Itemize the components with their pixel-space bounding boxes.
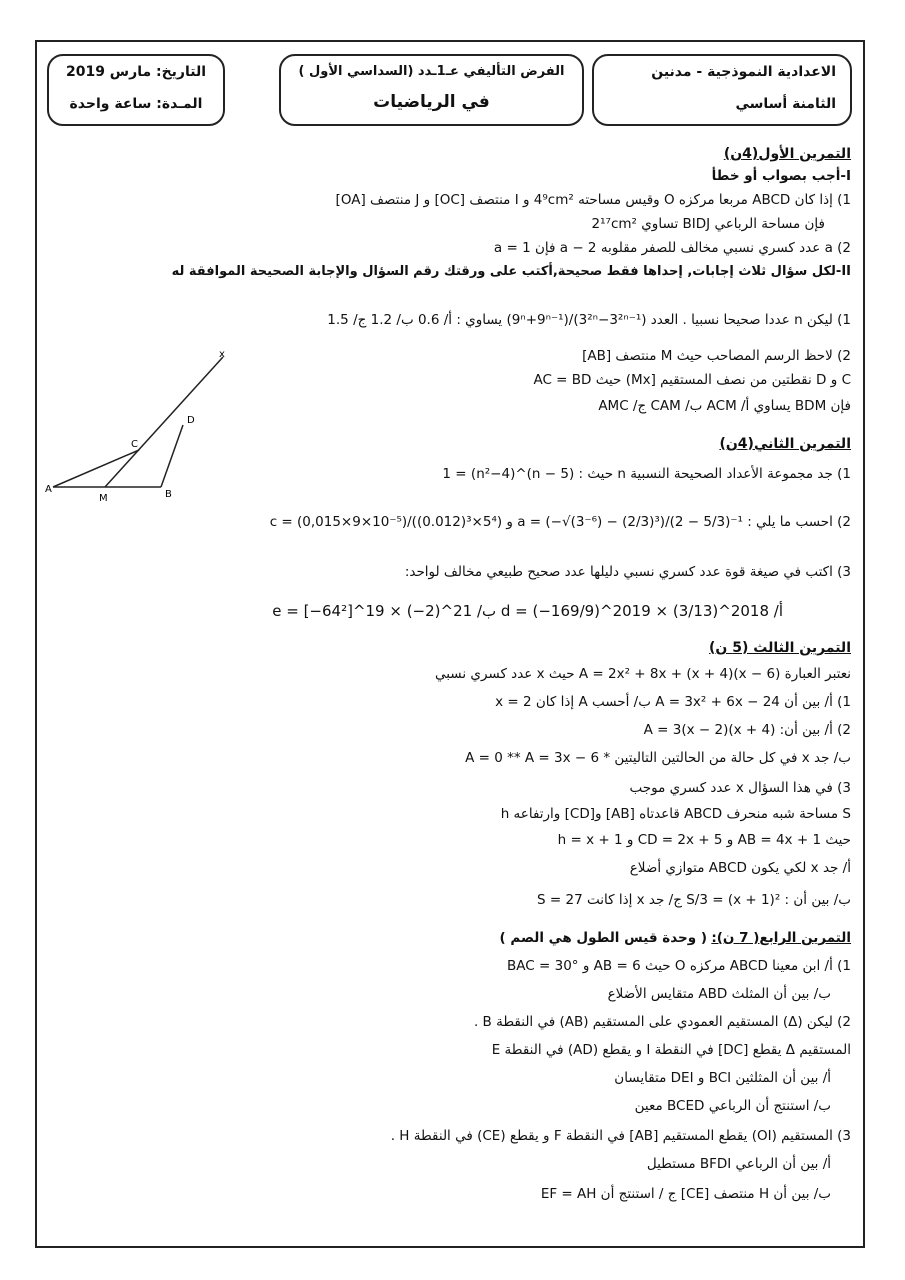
ex4-q1b: ب/ بين أن المثلث ABD متقايس الأضلاع: [607, 986, 831, 1002]
ex1-ii-q2-line3: فإن BDM يساوي أ/ ACM ب/ CAM ج/ AMC: [598, 398, 851, 414]
label-c: C: [131, 439, 138, 450]
ex3-intro: نعتبر العبارة A = 2x² + 8x + (x + 4)(x − 6) حيث x عدد كسري نسبي: [434, 666, 851, 682]
label-d: D: [187, 415, 195, 426]
ex1-part2-title: II-لكل سؤال ثلاث إجابات, إحداها فقط صحيحة,أكتب على ورقتك رقم السؤال والإجابة الصحيحة الموافقة له: [171, 264, 851, 279]
half-line-mx: [105, 357, 223, 487]
geometry-figure: [43, 347, 233, 507]
ex3-q1: 1) أ/ بين أن A = 3x² + 6x − 24 ب/ أحسب A إذا كان x = 2: [495, 694, 851, 710]
header-title-box: [279, 54, 584, 126]
ex4-q2-line2: المستقيم Δ يقطع [DC] في النقطة I و يقطع (AD) في النقطة E: [491, 1042, 851, 1058]
ex3-q2a: 2) أ/ بين أن: A = 3(x − 2)(x + 4): [643, 722, 851, 738]
ex4-q3b: ب/ بين أن H منتصف [CE] ج / استنتج أن EF = AH: [540, 1186, 831, 1202]
ex3-q3b: ب/ بين أن : S/3 = (x + 1)² ج/ جد x إذا كانت S = 27: [537, 892, 851, 908]
header-subject: في الرياضيات: [373, 92, 490, 112]
ex1-part1-title: I-أجب بصواب أو خطأ: [711, 168, 851, 184]
header-duration: المـدة: ساعة واحدة: [69, 96, 203, 112]
ex2-q3-expr: أ/ d = (−169/9)^2019 × (3/13)^2018 ب/ e = [−64²]^19 × (−2)^21: [272, 602, 783, 620]
ex3-q3-s: S مساحة شبه منحرف ABCD قاعدتاه [AB] و[CD] وارتفاعه h: [500, 806, 851, 822]
header-school-box: [592, 54, 852, 126]
ex1-ii-q2-line2: C و D نقطتين من نصف المستقيم [Mx) حيث AC = BD: [533, 372, 851, 388]
ex3-q3a: أ/ جد x لكي يكون ABCD متوازي أضلاع: [629, 860, 851, 876]
label-m: M: [99, 493, 108, 504]
ex4-title-row: [500, 930, 851, 946]
header-date-box: [47, 54, 225, 126]
ex4-q3: 3) المستقيم (OI) يقطع المستقيم [AB] في النقطة F و يقطع (CE) في النقطة H .: [390, 1128, 851, 1144]
exam-sheet: [35, 40, 865, 1248]
ex3-q3: 3) في هذا السؤال x عدد كسري موجب: [629, 780, 851, 796]
label-b: B: [165, 489, 172, 500]
header-exam: الفرض التأليفي عـ1ـدد (السداسي الأول ): [298, 64, 565, 79]
ex1-q2: 2) a عدد كسري نسبي مخالف للصفر مقلوبه a − 2 فإن a = 1: [493, 240, 851, 256]
ex4-title-note: ( وحدة قيس الطول هي الصم ): [499, 930, 708, 946]
ex4-q2b: ب/ استنتج أن الرباعي BCED معين: [634, 1098, 831, 1114]
ex2-q1: 1) جد مجموعة الأعداد الصحيحة النسبية n حيث : (n − 5)^(n²−4) = 1: [442, 466, 851, 482]
ex2-q2: 2) احسب ما يلي : a = (−√(3⁻⁶) − (2/3)³)/(2 − 5/3)⁻¹ و c = (0,015×9×10⁻⁵)/((0.012)³×5⁴): [269, 514, 851, 530]
ex2-q3: 3) اكتب في صيغة قوة عدد كسري نسبي دليلها عدد صحيح طبيعي مخالف لواحد:: [404, 564, 851, 580]
header-grade: الثامنة أساسي: [735, 96, 836, 112]
ex1-ii-q1: 1) ليكن n عددا صحيحا نسبيا . العدد (3²ⁿ−3²ⁿ⁻¹)/(9ⁿ+9ⁿ⁻¹) يساوي : أ/ 0.6 ب/ 1.2 ج/ 1.5: [327, 312, 851, 328]
ex1-q1-line1: 1) إذا كان ABCD مربعا مركزه O وقيس مساحته 4⁹cm² و I منتصف [OC] و J منتصف [OA]: [335, 192, 851, 208]
ex4-q1: 1) أ/ ابن معينا ABCD مركزه O حيث AB = 6 و BAC = 30°: [507, 958, 851, 974]
ex1-ii-q2-line1: 2) لاحظ الرسم المصاحب حيث M منتصف [AB]: [582, 348, 851, 364]
ex3-q2b: ب/ جد x في كل حالة من الحالتين التاليتين * A = 0 ** A = 3x − 6: [465, 750, 851, 766]
ex2-title: التمرين الثاني(4ن): [719, 436, 851, 452]
ex3-q3-where: حيث AB = 4x + 1 و CD = 2x + 5 و h = x + 1: [557, 832, 851, 848]
label-x: x: [219, 349, 225, 360]
header-date: التاريخ: مارس 2019: [65, 64, 207, 80]
segment-bd: [161, 425, 183, 487]
label-a: A: [45, 484, 52, 495]
segment-ac: [53, 450, 139, 487]
ex4-q3a: أ/ بين أن الرباعي BFDI مستطيل: [646, 1156, 831, 1172]
ex3-title: التمرين الثالث (5 ن): [709, 640, 851, 656]
ex1-title: التمرين الأول(4ن): [723, 146, 851, 162]
ex4-q2a: أ/ بين أن المثلثين BCI و DEI متقايسان: [614, 1070, 831, 1086]
ex4-title: التمرين الرابع( 7 ن):: [711, 930, 851, 946]
ex1-q1-line2: فإن مساحة الرباعي BIDJ تساوي 2¹⁷cm²: [591, 216, 825, 232]
header-school: الاعدادية النموذجية - مدنين: [651, 64, 836, 80]
ex4-q2: 2) ليكن (Δ) المستقيم العمودي على المستقيم (AB) في النقطة B .: [473, 1014, 851, 1030]
